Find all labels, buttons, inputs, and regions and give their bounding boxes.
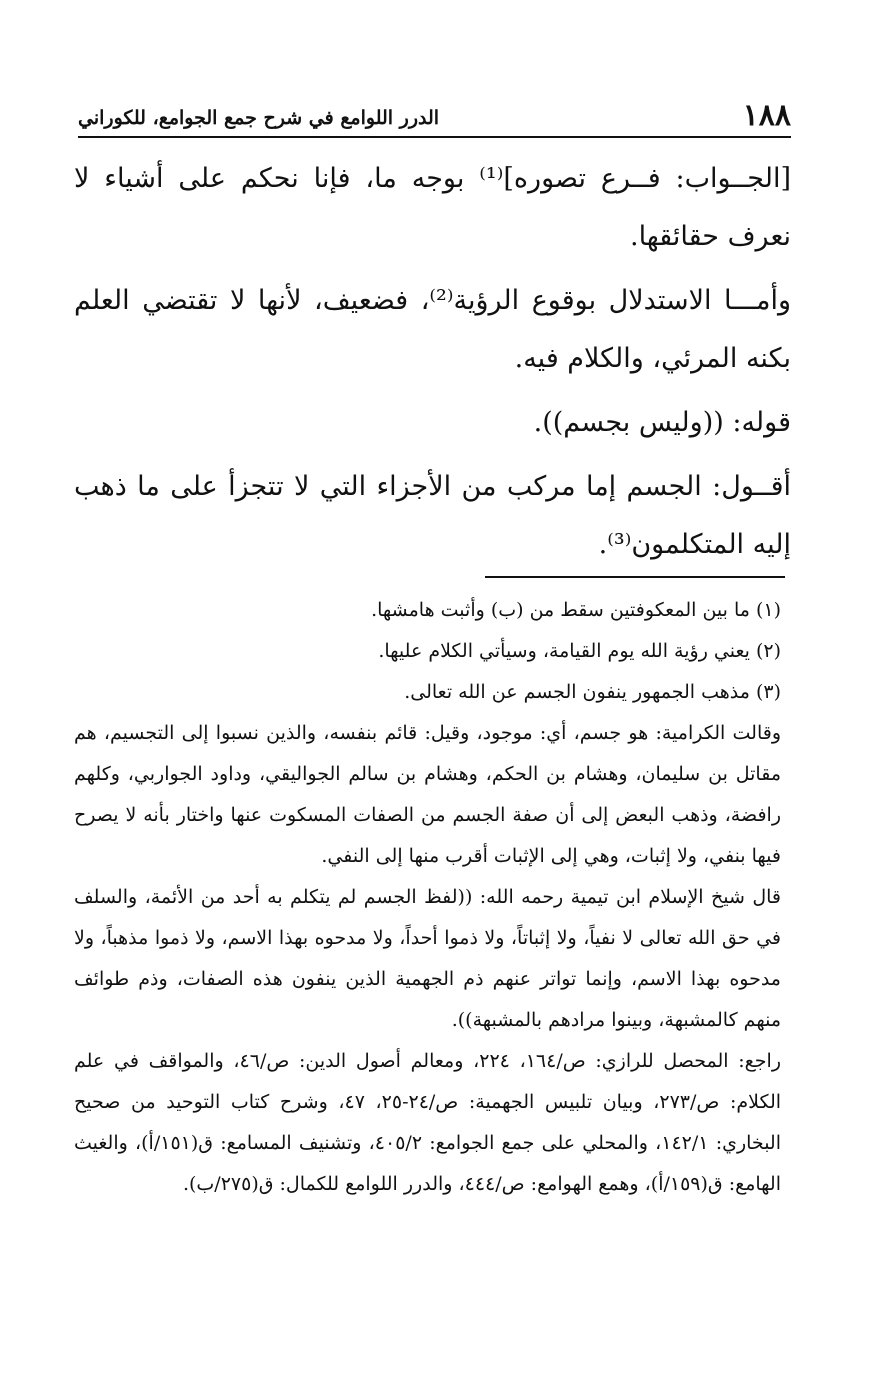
- paragraph: وأمـــا الاستدلال بوقوع الرؤية⁽²⁾، فضعيف، لأنها لا تقتضي العلم بكنه المرئي، والكلام فيه.: [74, 285, 791, 374]
- paragraph: قوله: ((وليس بجسم)).: [533, 407, 791, 438]
- footnote: [74, 590, 781, 631]
- footnote-number: (٣): [755, 681, 781, 703]
- footnote-text: ما بين المعكوفتين سقط من (ب) وأثبت هامشها.: [371, 599, 750, 621]
- paragraph: [الجــواب: فــرع تصوره]⁽¹⁾ بوجه ما، فإنا نحكم على أشياء لا نعرف حقائقها.: [74, 163, 791, 252]
- footnote-references: راجع: المحصل للرازي: ص/١٦٤، ٢٢٤، ومعالم أصول الدين: ص/٤٦، والمواقف في علم الكلام: ص/٢٧٣، وبيان تلبيس الجهمية: ص/٢٤-٢٥، ٤٧، وشرح كتاب التوحيد من صحيح البخاري: ١٤٢/١، والمحلي على جمع الجوامع: ٤٠٥/٢، وتشنيف المسامع: ق(١٥١/أ)، والغيث الهامع: ق(١٥٩/أ)، وهمع الهوامع: ص/٤٤٤، والدرر اللوامع للكمال: ق(٢٧٥/ب).: [74, 1050, 782, 1195]
- footnote-text: مذهب الجمهور ينفون الجسم عن الله تعالى.: [404, 681, 750, 703]
- main-text: [74, 150, 791, 580]
- footnote-text: يعني رؤية الله يوم القيامة، وسيأتي الكلام عليها.: [378, 640, 750, 662]
- footnote-continuation: قال شيخ الإسلام ابن تيمية رحمه الله: ((لفظ الجسم لم يتكلم به أحد من الأئمة، والسلف في حق الله تعالى لا نفياً، ولا إثباتاً، ولا ذموا أحداً، ولا مدحوه بهذا الاسم، ولا ذموا مذهباً، ولا مدحوه بهذا الاسم، وإنما تواتر عنهم ذم الجهمية الذين ينفون هذه الصفات، وذم طوائف منهم كالمشبهة، وبينوا مرادهم بالمشبهة)).: [74, 886, 781, 1031]
- footnotes: [74, 590, 781, 1205]
- paragraph: أقــول: الجسم إما مركب من الأجزاء التي لا تتجزأ على ما ذهب إليه المتكلمون⁽³⁾.: [74, 471, 791, 560]
- footnote-number: (٢): [755, 640, 781, 662]
- page-number: ١٨٨: [742, 98, 791, 133]
- footnote: [74, 631, 781, 672]
- running-title: الدرر اللوامع في شرح جمع الجوامع، للكوراني: [78, 107, 440, 129]
- footnote: [74, 672, 781, 713]
- footnote-divider: [485, 576, 785, 578]
- footnote-number: (١): [755, 599, 781, 621]
- footnote-continuation: وقالت الكرامية: هو جسم، أي: موجود، وقيل: قائم بنفسه، والذين نسبوا إلى التجسيم، هم مقاتل بن سليمان، وهشام بن الحكم، وهشام بن سالم الجواليقي، وداود الجواربي، وكلهم رافضة، وذهب البعض إلى أن صفة الجسم من الصفات المسكوت عنها واختار بأنه لا يصرح فيها بنفي، ولا إثبات، وهي إلى الإثبات أقرب منها إلى النفي.: [74, 722, 781, 867]
- page-header: [78, 92, 791, 138]
